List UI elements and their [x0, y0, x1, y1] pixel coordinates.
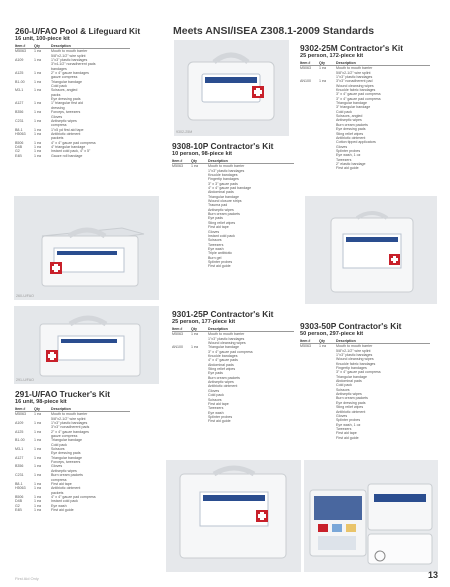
item-number: E4B — [15, 153, 22, 158]
description: Triangular bandage — [336, 374, 368, 379]
description: Gauze roll bandage — [51, 153, 83, 158]
standards-banner: Meets ANSI/ISEA Z308.1-2009 Standards — [173, 25, 375, 37]
description: Wound cleansing wipes — [336, 83, 374, 88]
description: 2" x 4" gauze bandages — [51, 71, 89, 76]
description: Mouth to mouth barrier — [208, 164, 245, 169]
quantity: 1 ea — [34, 144, 41, 149]
description: Eye dressing pads — [51, 97, 81, 102]
description: Cold pack — [336, 383, 352, 388]
description: Trauma pad — [208, 203, 228, 208]
description: 1"x3" plastic bandages — [51, 421, 88, 426]
description: Eye pads — [208, 216, 223, 221]
item-number — [172, 419, 191, 423]
item-number — [300, 436, 319, 440]
column-header: Description — [336, 61, 356, 65]
description: Instant cold pack, 4" x 5" — [51, 149, 91, 154]
kit-subtitle: 16 unit, 100-piece kit — [15, 36, 70, 42]
description: Antiseptic wipes — [336, 392, 362, 397]
description: gauze compress — [51, 75, 78, 80]
quantity: 1 ea — [319, 344, 326, 349]
item-number: A127 — [15, 101, 24, 106]
description: Sting relief wipes — [336, 405, 364, 410]
item-number: H5063 — [15, 131, 26, 136]
quantity: 1 ea — [191, 164, 198, 169]
item-number: B8-1 — [15, 481, 23, 486]
quantity: 1 ea — [34, 503, 41, 508]
description: 2" x 4" gauze bandages — [51, 429, 89, 434]
column-header: Description — [51, 407, 71, 411]
kit-subtitle: 25 person, 172-piece kit — [300, 53, 364, 59]
description: Triangular bandage — [51, 455, 83, 460]
quantity: 1 ea — [319, 79, 326, 84]
quantity: 1 ea — [34, 79, 41, 84]
description: 2" elastic bandage — [336, 161, 366, 166]
photo-code-label: 291-U/FAO — [16, 378, 34, 382]
description: 3"x4-1/2" nonadherent pads — [51, 62, 96, 67]
description: 5/8"x2-1/2" wire splint — [336, 70, 371, 75]
kit-subtitle: 16 unit, 98-piece kit — [15, 399, 67, 405]
description: 1"x3" plastic bandages — [336, 353, 373, 358]
description: Burn gel — [208, 255, 222, 260]
kit-9308-section — [172, 142, 302, 269]
description: Abdominal pads — [208, 362, 234, 367]
item-number: G2 — [15, 149, 20, 154]
kit-291-section — [15, 390, 165, 512]
description: Eye wash — [51, 503, 67, 508]
column-header: Item # — [15, 407, 26, 411]
description: 3"x3" nonadherent pads — [51, 425, 90, 430]
description: Antiseptic wipes — [208, 207, 234, 212]
description: Instant cold pack — [51, 499, 78, 504]
description: Abdominal pads — [208, 190, 234, 195]
table-row — [172, 264, 294, 268]
description: 4" x 4" gauze pads — [208, 358, 238, 363]
description: gauze compress — [51, 434, 78, 439]
quantity: 1 ea — [34, 473, 41, 478]
description: 4" triangular bandage — [51, 144, 86, 149]
description: packets — [51, 136, 64, 141]
item-number: M5063 — [300, 66, 311, 71]
description: Wound cleansing wipes — [336, 357, 374, 362]
description: Fingertip bandages — [208, 177, 239, 182]
description: Eye wash, 1 oz — [336, 153, 361, 158]
description: Wound cleansing wipes — [208, 341, 246, 346]
description: Knuckle bandages — [208, 173, 238, 178]
description: Mouth to mouth barrier — [51, 412, 88, 417]
quantity — [191, 264, 208, 268]
description: Antibiotic ointment — [208, 384, 238, 389]
item-number: M3-1 — [15, 447, 24, 452]
description: First aid guide — [336, 435, 359, 440]
item-number: A109 — [15, 58, 24, 63]
page-number: 13 — [428, 570, 439, 580]
quantity: 1 ea — [191, 332, 198, 337]
description: Splinter probes — [336, 148, 361, 153]
column-header: Item # — [172, 159, 183, 163]
item-number: H5063 — [15, 486, 26, 491]
quantity: 1 ea — [34, 71, 41, 76]
description: Forceps, tweezers — [51, 460, 81, 465]
item-number: D4B — [15, 144, 22, 149]
description: 1"x3" plastic bandages — [208, 336, 245, 341]
description: compress — [51, 123, 67, 128]
description: 5/8"x2-1/2" wire splint — [51, 53, 86, 58]
quantity: 1 ea — [34, 447, 41, 452]
description: Burn cream packets — [336, 122, 368, 127]
kit-9302-section — [300, 44, 440, 171]
contents-table — [172, 159, 294, 269]
item-number — [172, 264, 191, 268]
description: Forceps, tweezers — [51, 110, 81, 115]
description: 4" x 4" gauze pad bandage — [208, 186, 252, 191]
description: Fingertip bandages — [336, 366, 367, 371]
description: Antiseptic wipes — [51, 468, 77, 473]
column-header: Description — [51, 44, 71, 48]
description: Scissors, angled — [336, 114, 363, 119]
description: Mouth to mouth barrier — [51, 49, 88, 54]
description: First aid tape — [208, 225, 229, 230]
kit-title: 9303-50P Contractor's Kit — [300, 321, 402, 331]
description: Gloves — [51, 464, 63, 469]
description: 1" triangular first aid — [51, 101, 83, 106]
quantity — [191, 419, 208, 423]
item-number: M3-1 — [15, 88, 24, 93]
description: Antibiotic ointment — [336, 409, 366, 414]
item-number: AN100 — [300, 79, 311, 84]
description: Sting relief wipes — [208, 220, 236, 225]
description: 3" x 4" gauze pad compress — [336, 92, 381, 97]
kit-title: 9302-25M Contractor's Kit — [300, 43, 403, 53]
column-header: Item # — [300, 339, 311, 343]
description: Burn cream packets — [51, 473, 83, 478]
product-photo-9302 — [174, 40, 289, 136]
description: Abdominal pads — [336, 379, 362, 384]
table-row — [300, 166, 430, 170]
description: Knuckle fabric bandages — [336, 88, 376, 93]
description: Scissors — [336, 387, 350, 392]
description: Gloves — [51, 114, 63, 119]
column-header: Description — [208, 327, 228, 331]
description: Tweezers — [336, 157, 352, 162]
description: Gloves — [336, 413, 348, 418]
description: Sting relief wipes — [336, 131, 364, 136]
quantity: 1 ea — [34, 101, 41, 106]
description: Knuckle bandages — [208, 354, 238, 359]
description: Scissors — [208, 238, 222, 243]
quantity: 1 ea — [34, 421, 41, 426]
description: Antiseptic wipes — [51, 118, 77, 123]
description: First aid guide — [208, 264, 231, 269]
quantity: 1 ea — [34, 438, 41, 443]
kit-subtitle: 50 person, 297-piece kit — [300, 331, 364, 337]
contents-table — [15, 44, 130, 158]
description: Scissors, angled — [51, 88, 78, 93]
description: 3" x 4" gauze pad compress — [208, 349, 253, 354]
description: Triangular bandage — [51, 438, 83, 443]
kit-9301-section — [172, 310, 302, 424]
description: Mouth to mouth barrier — [336, 66, 373, 71]
quantity: 1 ea — [191, 345, 198, 350]
description: 3" x 4" gauze pad compress — [336, 96, 381, 101]
column-header: Description — [208, 159, 228, 163]
footer-brand: First Aid Only — [15, 576, 39, 581]
kit-title: 9308-10P Contractor's Kit — [172, 141, 274, 151]
description: bandages — [51, 66, 67, 71]
description: First aid guide — [51, 507, 74, 512]
kit-9303-section — [300, 322, 440, 440]
description: Triangular bandage — [208, 345, 240, 350]
quantity: 1 ea — [34, 494, 41, 499]
column-header: Qty — [319, 339, 325, 343]
description: First aid tape — [336, 431, 357, 436]
description: Splinter probes — [336, 418, 361, 423]
product-photo-260 — [14, 196, 159, 300]
description: Antibiotic ointment — [51, 486, 81, 491]
contents-table — [172, 327, 294, 424]
item-number: M5063 — [15, 412, 26, 417]
description: Cotton tipped applicators — [336, 140, 376, 145]
description: Mouth to mouth barrier — [336, 344, 373, 349]
kit-subtitle: 10 person, 98-piece kit — [172, 151, 233, 157]
description: Cold pack — [336, 109, 352, 114]
item-number: M5063 — [172, 164, 183, 169]
kit-subtitle: 25 person, 177-piece kit — [172, 319, 236, 325]
description: Sting relief wipes — [208, 367, 236, 372]
description: 1"x3" plastic bandages — [336, 75, 373, 80]
description: Cold pack — [51, 442, 67, 447]
quantity: 1 ea — [34, 88, 41, 93]
description: Splinter probes — [208, 414, 233, 419]
description: Instant cold pack — [208, 233, 235, 238]
description: Triangular bandage — [51, 79, 83, 84]
description: Wound closure strips — [208, 199, 242, 204]
description: Scissors — [51, 447, 65, 452]
quantity: 1 ea — [34, 507, 41, 512]
item-number: B8-1 — [15, 127, 23, 132]
description: Triangular bandage — [336, 101, 368, 106]
quantity: 1 ea — [34, 412, 41, 417]
item-number: B1-00 — [15, 438, 25, 443]
quantity: 1 ea — [34, 455, 41, 460]
quantity — [319, 436, 336, 440]
quantity: 1 ea — [34, 464, 41, 469]
item-number: B356 — [15, 110, 24, 115]
description: Burn cream packets — [208, 375, 240, 380]
description: Splinter probes — [208, 259, 233, 264]
quantity: 1 ea — [34, 499, 41, 504]
quantity: 1 ea — [34, 110, 41, 115]
contents-table — [15, 407, 130, 512]
item-number: E4B — [15, 507, 22, 512]
contents-table — [300, 61, 430, 171]
kit-title: 260-U/FAO Pool & Lifeguard Kit — [15, 26, 141, 36]
item-number: M5063 — [15, 49, 26, 54]
description: Eye dressing pads — [336, 400, 366, 405]
quantity: 1 ea — [34, 429, 41, 434]
description: packs — [51, 92, 61, 97]
description: Cold pack — [208, 393, 224, 398]
table-row — [15, 508, 130, 512]
table-row — [172, 419, 294, 423]
product-photo-9301 — [166, 460, 301, 572]
description: Gloves — [336, 144, 348, 149]
quantity: 1 ea — [34, 153, 41, 158]
description: Antibiotic ointment — [51, 131, 81, 136]
description: First aid guide — [208, 419, 231, 424]
description: First aid guide — [336, 166, 359, 171]
description: 5/8"x2-1/2" wire splint — [336, 348, 371, 353]
description: Triangular bandage — [208, 194, 240, 199]
description: 3" x 4" gauze pad compress — [336, 370, 381, 375]
quantity: 1 ea — [34, 481, 41, 486]
description: packets — [51, 490, 64, 495]
column-header: Qty — [34, 407, 40, 411]
column-header: Qty — [191, 159, 197, 163]
item-number: C231 — [15, 118, 24, 123]
description: Eye wash — [208, 246, 224, 251]
quantity — [319, 166, 336, 170]
item-number: D4B — [15, 499, 22, 504]
column-header: Qty — [319, 61, 325, 65]
item-number: AN100 — [172, 345, 183, 350]
description: Antibiotic ointment — [336, 135, 366, 140]
description: Gloves — [208, 388, 220, 393]
description: 1"x3" plastic bandages — [208, 168, 245, 173]
description: Antiseptic wipes — [336, 118, 362, 123]
description: dressing — [51, 105, 65, 110]
product-photo-9308 — [305, 196, 437, 304]
description: Burn cream packets — [208, 212, 240, 217]
item-number: B506 — [15, 494, 24, 499]
description: 5/8"x2-1/2" wire splint — [51, 416, 86, 421]
kit-title: 9301-25P Contractor's Kit — [172, 309, 274, 319]
item-number: B356 — [15, 464, 24, 469]
description: compress — [51, 477, 67, 482]
item-number: A125 — [15, 429, 24, 434]
product-photo-9303 — [304, 460, 438, 572]
description: First aid tape — [51, 481, 72, 486]
column-header: Qty — [34, 44, 40, 48]
description: Tweezers — [336, 426, 352, 431]
item-number — [300, 166, 319, 170]
description: 3" triangular bandage — [336, 105, 371, 110]
quantity: 1 ea — [34, 131, 41, 136]
column-header: Qty — [191, 327, 197, 331]
item-number: A109 — [15, 421, 24, 426]
description: Gloves — [208, 229, 220, 234]
quantity: 1 ea — [34, 486, 41, 491]
item-number: A127 — [15, 455, 24, 460]
description: Eye wash — [208, 410, 224, 415]
description: First aid tape — [208, 401, 229, 406]
description: 3"x3" nonadherent pad — [336, 79, 373, 84]
quantity: 1 ea — [34, 58, 41, 63]
product-photo-291 — [14, 306, 159, 384]
description: 1"x3" plastic bandages — [51, 58, 88, 63]
quantity: 1 ea — [34, 127, 41, 132]
quantity: 1 ea — [34, 49, 41, 54]
description: 4" x 4" gauze pad compress — [51, 494, 96, 499]
description: 4" x 4" gauze pad compress — [51, 140, 96, 145]
description: Antiseptic wipes — [208, 380, 234, 385]
description: Eye pads — [208, 371, 223, 376]
quantity: 1 ea — [319, 66, 326, 71]
quantity: 1 ea — [34, 118, 41, 123]
kit-260-section — [15, 27, 165, 158]
description: Tweezers — [208, 406, 224, 411]
contents-table — [300, 339, 430, 440]
description: Mouth to mouth barrier — [208, 332, 245, 337]
description: Eye dressing pads — [336, 127, 366, 132]
description: Triple antibiotic — [208, 251, 233, 256]
description: Cold pack — [51, 84, 67, 89]
description: Scissors — [208, 397, 222, 402]
item-number: M5063 — [172, 332, 183, 337]
item-number: C231 — [15, 473, 24, 478]
column-header: Item # — [15, 44, 26, 48]
item-number: A125 — [15, 71, 24, 76]
quantity: 1 ea — [34, 149, 41, 154]
photo-code-label: 260-U/FAO — [16, 294, 34, 298]
column-header: Item # — [300, 61, 311, 65]
description: Tweezers — [208, 242, 224, 247]
column-header: Item # — [172, 327, 183, 331]
description: Eye dressing pads — [51, 451, 81, 456]
table-row — [15, 154, 130, 158]
description: Eye wash, 1 oz — [336, 422, 361, 427]
item-number: B506 — [15, 140, 24, 145]
item-number: G2 — [15, 503, 20, 508]
quantity: 1 ea — [34, 140, 41, 145]
photo-code-label: 9302-25M — [176, 130, 193, 134]
description: Knuckle fabric bandages — [336, 361, 376, 366]
item-number: B1-00 — [15, 79, 25, 84]
description: Burn cream packets — [336, 396, 368, 401]
kit-title: 291-U/FAO Trucker's Kit — [15, 389, 111, 399]
table-row — [300, 436, 430, 440]
column-header: Description — [336, 339, 356, 343]
item-number: M5063 — [300, 344, 311, 349]
description: 1"x5 yd first aid tape — [51, 127, 84, 132]
description: 3" x 3" gauze pads — [208, 181, 238, 186]
